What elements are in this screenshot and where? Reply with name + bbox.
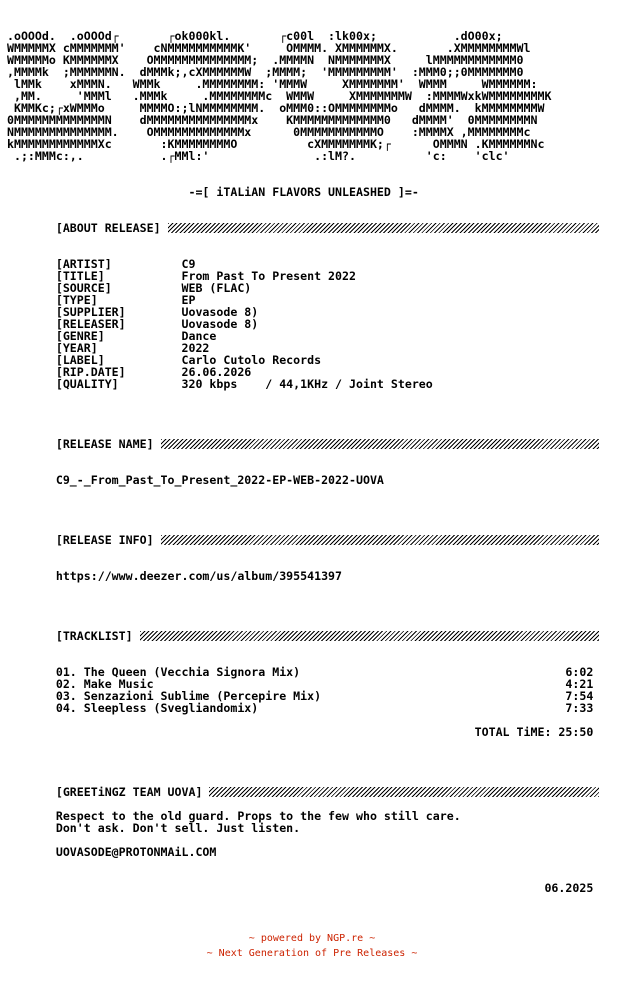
tagline: -=[ iTALiAN FLAVORS UNLEASHED ]=- (0, 185, 419, 199)
spacer (0, 642, 624, 654)
spacer (0, 450, 624, 462)
ascii-logo-row: ,MMMMk ;MMMMMMN. dMMMk;,cXMMMMMMW ;MMMM; 'MMMMMMMMM' :MMM0;;0MMMMMMM0 (0, 65, 524, 79)
about-row: [RIP.DATE] 26.06.2026 (0, 365, 252, 379)
ascii-logo-row: WMMMMMo KMMMMMMX OMMMMMMMMMMMMMM; .MMMMN NMMMMMMMX lMMMMMMMMMMMM0 (0, 53, 524, 67)
about-row: [GENRE] Dance (0, 329, 217, 343)
ascii-logo-row: 0MMMMMMMMMMMMMN dMMMMMMMMMMMMMMMx KMMMMMMMMMMMMM0 dMMMM' 0MMMMMMMMN (0, 113, 538, 127)
spacer (0, 546, 624, 558)
section-header-greetings (0, 786, 624, 798)
ascii-logo-row: WMMMMMX cMMMMMMM' cNMMMMMMMMMMK' OMMMM. XMMMMMMX. .XMMMMMMMMWl (0, 41, 531, 55)
section-title: [RELEASE INFO] (55, 533, 154, 547)
track-row: 03. Senzazioni Sublime (Percepire Mix) 7:54 (0, 689, 594, 703)
release-url: https://www.deezer.com/us/album/395541397 (0, 569, 343, 583)
release-name: C9_-_From_Past_To_Present_2022-EP-WEB-2022-UOVA (0, 473, 384, 487)
spacer (0, 762, 624, 774)
release-date: 06.2025 (0, 881, 594, 895)
section-header-release-info (0, 534, 624, 546)
section-hatch-divider (168, 223, 599, 233)
spacer (0, 498, 624, 510)
about-row: [RELEASER] Uovasode 8) (0, 317, 259, 331)
track-row: 01. The Queen (Vecchia Signora Mix) 6:02 (0, 665, 594, 679)
section-header-about (0, 222, 624, 234)
spacer (0, 606, 624, 618)
total-time: TOTAL TiME: 25:50 (0, 725, 594, 739)
spacer (0, 402, 624, 414)
spacer (0, 858, 624, 870)
ascii-logo-row: lMMk xMMMN. WMMk .MMMMMMMM: 'MMMW XMMMMMMM' WMMM WMMMMMM: (0, 77, 538, 91)
section-hatch-divider (161, 439, 599, 449)
about-row: [TITLE] From Past To Present 2022 (0, 269, 356, 283)
next-generation-line: ~ Next Generation of Pre Releases ~ (206, 948, 418, 959)
ascii-logo-row: ,MM. 'MMMl .MMMk .MMMMMMMMc WMMW XMMMMMMMW :MMMMWxkWMMMMMMMMK (0, 89, 552, 103)
ascii-logo-row: KMMKc;┌xWMMMo MMMMO:;lNMMMMMMMM. oMMM0::OMMMMMMMMo dMMMM. kMMMMMMMMW (0, 101, 545, 115)
spacer (0, 198, 624, 210)
spacer (0, 750, 624, 762)
spacer (0, 582, 624, 594)
contact-email: UOVASODE@PROTONMAiL.COM (0, 845, 217, 859)
about-row: [LABEL] Carlo Cutolo Records (0, 353, 322, 367)
spacer (0, 234, 624, 246)
about-row: [YEAR] 2022 (0, 341, 210, 355)
about-row: [QUALITY] 320 kbps / 44,1KHz / Joint Stereo (0, 377, 433, 391)
spacer (0, 390, 624, 402)
track-row: 02. Make Music 4:21 (0, 677, 594, 691)
spacer (0, 486, 624, 498)
section-hatch-divider (161, 535, 599, 545)
spacer (0, 594, 624, 606)
section-header-tracklist (0, 630, 624, 642)
spacer (0, 414, 624, 426)
section-title: [ABOUT RELEASE] (55, 221, 161, 235)
powered-by-line: ~ powered by NGP.re ~ (248, 933, 376, 944)
track-row: 04. Sleepless (Svegliandomix) 7:33 (0, 701, 594, 715)
spacer (0, 738, 624, 750)
about-row: [TYPE] EP (0, 293, 196, 307)
greetings-text: Respect to the old guard. Props to the few who still care. (0, 809, 461, 823)
section-title: [TRACKLIST] (55, 629, 133, 643)
about-row: [SUPPLIER] Uovasode 8) (0, 305, 259, 319)
spacer (0, 510, 624, 522)
ascii-logo-row: kMMMMMMMMMMMMXc :KMMMMMMMMO cXMMMMMMMK;┌ OMMMN .KMMMMMMNc (0, 137, 545, 151)
about-row: [SOURCE] WEB (FLAC) (0, 281, 252, 295)
greetings-text: Don't ask. Don't sell. Just listen. (0, 821, 301, 835)
nfo-document (0, 30, 624, 894)
ascii-logo-row: .oOOOd. .oOOOd┌ ┌ok000kl. ┌c00l :lk00x; .dO00x; (0, 29, 503, 43)
about-row: [ARTIST] C9 (0, 257, 196, 271)
ascii-logo-row: NMMMMMMMMMMMMMM. OMMMMMMMMMMMMMx 0MMMMMMMMMMMO :MMMMX ,MMMMMMMMc (0, 125, 531, 139)
ascii-logo-row: .;:MMMc:,. .┌MMl:' .:lM?. 'c: 'clc' (0, 149, 510, 163)
spacer (0, 162, 624, 174)
section-title: [RELEASE NAME] (55, 437, 154, 451)
section-header-release-name (0, 438, 624, 450)
section-hatch-divider (140, 631, 599, 641)
section-title: [GREETiNGZ TEAM UOVA] (55, 785, 203, 799)
section-hatch-divider (209, 787, 598, 797)
